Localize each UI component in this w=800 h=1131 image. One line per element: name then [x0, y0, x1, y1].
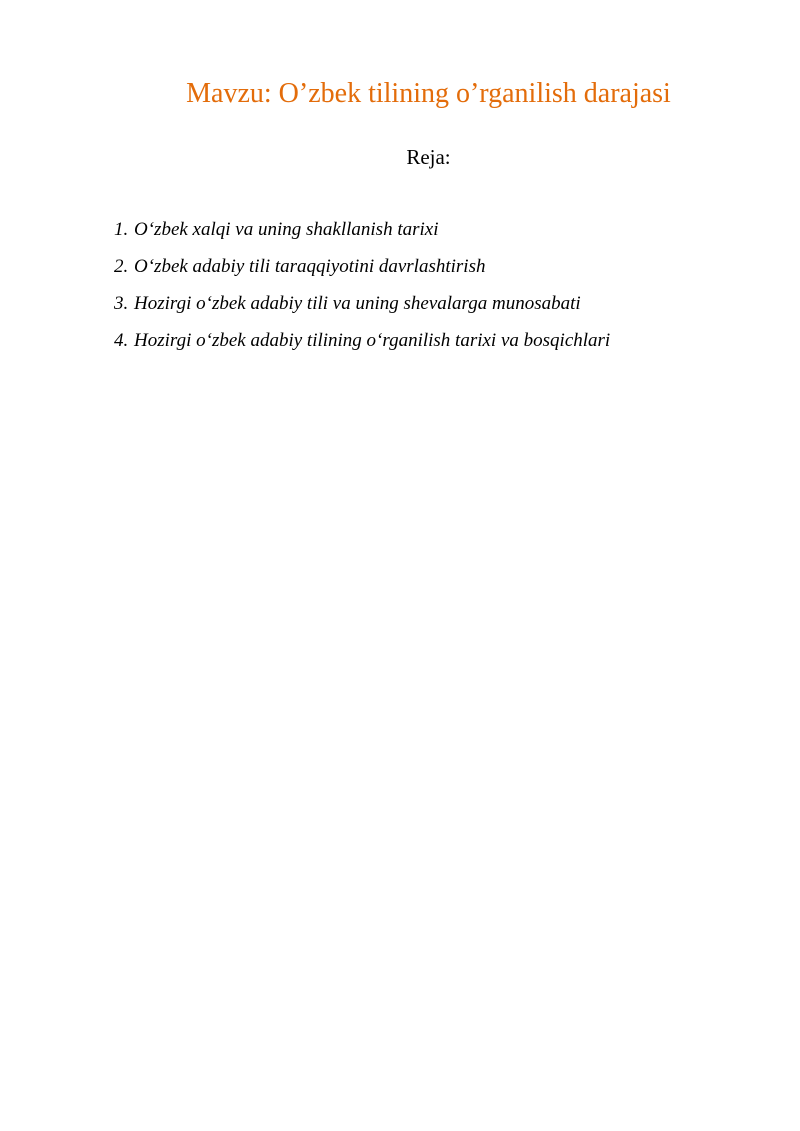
plan-item-text: Hozirgi o‘zbek adabiy tili va uning shevalarga munosabati: [134, 293, 581, 314]
plan-item-text: O‘zbek adabiy tili taraqqiyotini davrlashtirish: [134, 256, 486, 277]
plan-item-4: [114, 327, 610, 364]
plan-item-number: 3.: [114, 293, 129, 314]
plan-item-number: 4.: [114, 330, 129, 351]
document-title: Mavzu: O’zbek tilining o’rganilish darajasi: [186, 78, 671, 109]
plan-item-1: [114, 216, 610, 253]
plan-heading: Reja:: [406, 145, 451, 169]
plan-item-text: O‘zbek xalqi va uning shakllanish tarixi: [134, 219, 439, 240]
plan-item-text: Hozirgi o‘zbek adabiy tilining o‘rganilish tarixi va bosqichlari: [134, 330, 611, 351]
plan-item-number: 2.: [114, 256, 129, 277]
plan-item-number: 1.: [114, 219, 129, 240]
plan-list: [114, 216, 610, 364]
plan-item-2: [114, 253, 610, 290]
plan-item-3: [114, 290, 610, 327]
